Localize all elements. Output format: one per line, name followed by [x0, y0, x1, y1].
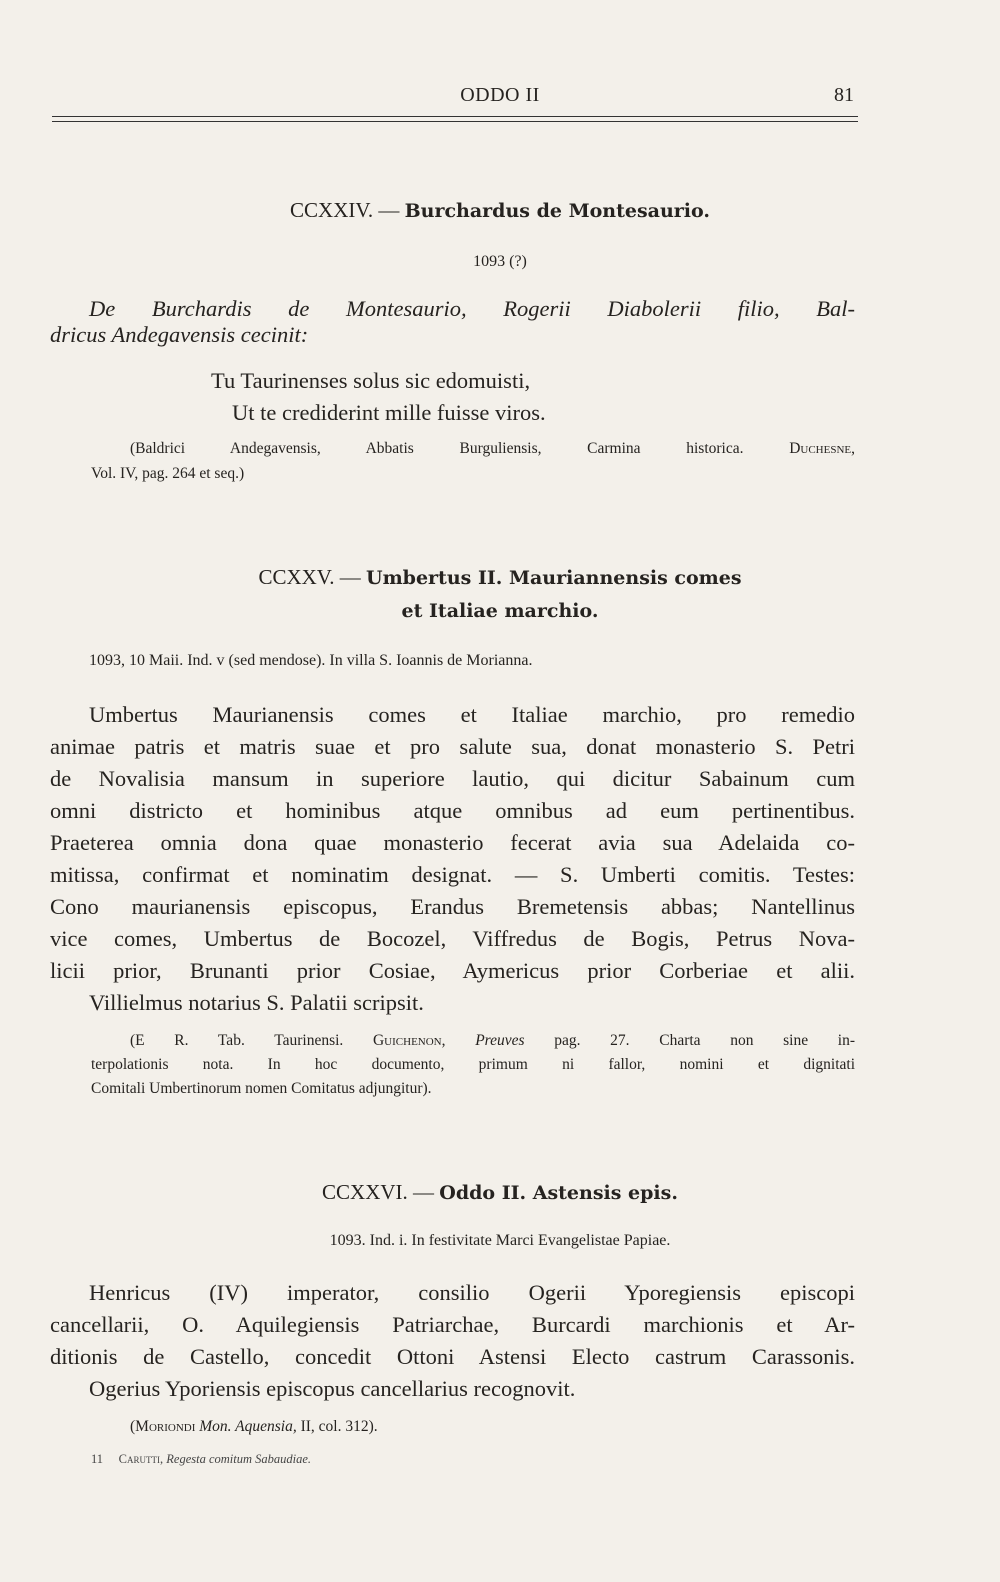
- body-line: cancellarii, O. Aquilegiensis Patriarchae, Burcardi marchionis et Ar-: [50, 1312, 855, 1337]
- section-heading-ccxxv: [0, 565, 1000, 590]
- section-number: CCXXIV. —: [290, 198, 400, 222]
- source-note-line: (Baldrici Andegavensis, Abbatis Burguliensis, Carmina historica. Duchesne,: [130, 440, 855, 457]
- summary-line: dricus Andegavensis cecinit:: [50, 322, 309, 347]
- source-note-line: Comitali Umbertinorum nomen Comitatus adjungitur).: [91, 1080, 432, 1097]
- body-line: Ogerius Yporiensis episcopus cancellarius recognovit.: [89, 1376, 576, 1401]
- section-date: 1093 (?): [473, 253, 527, 270]
- verse-line: Tu Taurinenses solus sic edomuisti,: [211, 368, 531, 393]
- footer-signature: [91, 1452, 311, 1467]
- source-note-line: (E R. Tab. Taurinensi. Guichenon, Preuves pag. 27. Charta non sine in-: [130, 1032, 856, 1049]
- body-line: licii prior, Brunanti prior Cosiae, Aymericus prior Corberiae et alii.: [50, 958, 855, 983]
- source-note-line: terpolationis nota. In hoc documento, primum ni fallor, nomini et dignitati: [91, 1056, 855, 1073]
- source-note-line: Vol. IV, pag. 264 et seq.): [91, 465, 245, 482]
- section-title: Oddo II. Astensis epis.: [439, 1182, 678, 1204]
- section-date: 1093. Ind. i. In festivitate Marci Evangelistae Papiae.: [329, 1232, 671, 1249]
- body-line: omni districto et hominibus atque omnibus ad eum pertinentibus.: [50, 798, 855, 823]
- body-line: vice comes, Umbertus de Bocozel, Viffredus de Bogis, Petrus Nova-: [50, 926, 855, 951]
- section-date: 1093, 10 Maii. Ind. v (sed mendose). In villa S. Ioannis de Morianna.: [89, 652, 533, 669]
- section-heading-ccxxvi: [0, 1180, 1000, 1205]
- section-title: Burchardus de Montesaurio.: [404, 200, 710, 222]
- section-number: CCXXVI. —: [322, 1180, 435, 1204]
- section-number: CCXXV. —: [258, 565, 361, 589]
- body-line: Umbertus Maurianensis comes et Italiae marchio, pro remedio: [89, 702, 855, 727]
- body-line: de Novalisia mansum in superiore lautio, qui dicitur Sabainum cum: [50, 766, 855, 791]
- body-line: Cono maurianensis episcopus, Erandus Bremetensis abbas; Nantellinus: [50, 894, 855, 919]
- page-number: 81: [834, 84, 854, 106]
- section-title: Umbertus II. Mauriannensis comes: [366, 567, 742, 589]
- running-title: ODDO II: [460, 84, 540, 106]
- body-line: animae patris et matris suae et pro salute sua, donat monasterio S. Petri: [50, 734, 855, 759]
- footer-author: Carutti,: [118, 1452, 164, 1466]
- header-rule: [52, 116, 858, 117]
- body-line: Praeterea omnia dona quae monasterio fecerat avia sua Adelaida co-: [50, 830, 855, 855]
- body-line: Henricus (IV) imperator, consilio Ogerii Yporegiensis episcopi: [89, 1280, 855, 1305]
- footer-work: Regesta comitum Sabaudiae.: [166, 1452, 312, 1466]
- summary-line: De Burchardis de Montesaurio, Rogerii Diabolerii filio, Bal-: [89, 296, 855, 321]
- body-line: mitissa, confirmat et nominatim designat. — S. Umberti comitis. Testes:: [50, 862, 855, 887]
- source-note-line: (Moriondi Mon. Aquensia, II, col. 312).: [130, 1418, 378, 1435]
- verse-line: Ut te crediderint mille fuisse viros.: [232, 400, 546, 425]
- body-line: Villielmus notarius S. Palatii scripsit.: [89, 990, 424, 1015]
- section-heading-ccxxiv: [0, 198, 1000, 223]
- header-rule-secondary: [52, 121, 858, 122]
- signature-number: 11: [91, 1452, 104, 1466]
- section-title-continued: et Italiae marchio.: [401, 600, 599, 622]
- body-line: ditionis de Castello, concedit Ottoni Astensi Electo castrum Carassonis.: [50, 1344, 855, 1369]
